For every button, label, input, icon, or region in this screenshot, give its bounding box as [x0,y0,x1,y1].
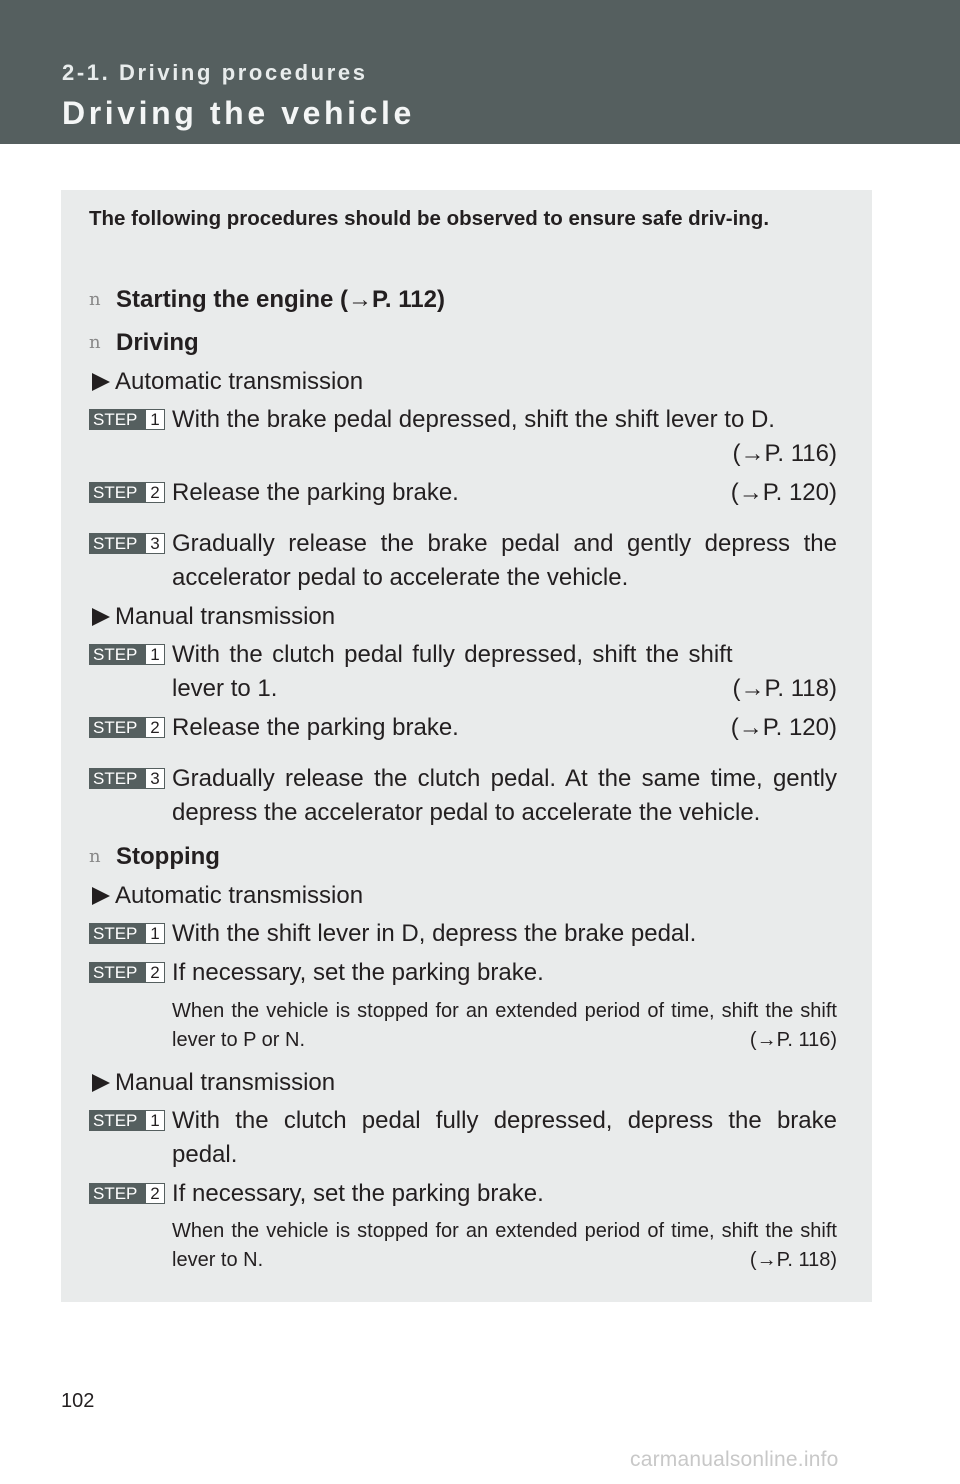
step-badge-label: STEP [89,962,145,983]
section-starting-label: Starting the engine (→P. 112) [116,286,445,313]
note-text: When the vehicle is stopped for an extended period of time, shift the shift lever to N. [172,1220,837,1271]
step-text: Release the parking brake. [172,479,459,506]
step-text: If necessary, set the parking brake. [172,1180,544,1207]
subheading-label: Automatic transmission [115,368,364,395]
section-driving [89,328,199,358]
step-badge-label: STEP [89,1110,145,1131]
step-badge [89,533,165,554]
step-badge-number: 1 [145,1110,165,1131]
step-badge [89,923,165,944]
step-badge-label: STEP [89,923,145,944]
page-reference: (→P. 116) [732,440,837,467]
stopping-manual-note [172,1217,837,1275]
step-text: With the brake pedal depressed, shift the shift lever to D. [172,406,775,433]
step-text: With the clutch pedal fully depressed, depress the brake pedal. [172,1107,837,1168]
page-number: 102 [61,1390,95,1412]
driving-auto-step-1 [89,403,837,471]
step-badge [89,482,165,503]
intro-text: The following procedures should be observed to ensure safe driv-ing. [89,207,770,230]
step-badge-number: 2 [145,717,165,738]
stopping-manual-step-1 [89,1104,837,1172]
driving-manual-step-2 [89,711,837,745]
bullet-icon: n [89,289,101,310]
triangle-arrow-icon [92,373,110,391]
page-reference: (→P. 120) [730,479,837,506]
subheading-label: Manual transmission [115,603,336,630]
driving-manual-step-1 [89,638,837,706]
step-badge-label: STEP [89,409,145,430]
step-badge [89,962,165,983]
watermark: carmanualsonline.info [630,1448,839,1471]
note-text: When the vehicle is stopped for an extended period of time, shift the shift lever to P or N. [172,1000,837,1051]
step-badge-number: 2 [145,1183,165,1204]
section-driving-label: Driving [116,329,199,356]
step-badge-label: STEP [89,717,145,738]
triangle-arrow-icon [92,1074,110,1092]
step-text: Gradually release the brake pedal and gently depress the accelerator pedal to accelerate the vehicle. [172,530,837,591]
stopping-auto-step-2 [89,956,837,990]
step-badge [89,717,165,738]
stopping-automatic-heading [92,881,363,911]
section-stopping [89,842,220,872]
stopping-auto-step-1 [89,917,837,951]
step-badge [89,768,165,789]
bullet-icon: n [89,846,101,867]
driving-auto-step-2 [89,476,837,510]
step-badge [89,1110,165,1131]
step-badge [89,1183,165,1204]
stopping-manual-step-2 [89,1177,837,1211]
driving-manual-heading [92,602,335,632]
step-text: Release the parking brake. [172,714,459,741]
step-badge [89,644,165,665]
chapter-header [0,0,960,144]
step-badge-number: 1 [145,409,165,430]
step-badge-label: STEP [89,482,145,503]
step-badge-number: 1 [145,923,165,944]
step-text: If necessary, set the parking brake. [172,959,544,986]
step-badge [89,409,165,430]
step-badge-number: 2 [145,962,165,983]
step-badge-number: 1 [145,644,165,665]
driving-auto-step-3 [89,527,837,595]
page-reference: (→P. 120) [730,714,837,741]
stopping-auto-note [172,997,837,1055]
page-reference: (→P. 118) [732,675,837,702]
bullet-icon: n [89,332,101,353]
section-starting [89,285,445,315]
step-text: With the clutch pedal fully depressed, shift the shift lever to 1. [172,641,733,702]
step-badge-label: STEP [89,533,145,554]
step-badge-label: STEP [89,768,145,789]
step-badge-number: 3 [145,768,165,789]
step-badge-number: 3 [145,533,165,554]
stopping-manual-heading [92,1068,335,1098]
page-reference: (→P. 116) [749,1029,837,1051]
subheading-label: Manual transmission [115,1069,336,1096]
subheading-label: Automatic transmission [115,882,364,909]
driving-manual-step-3 [89,762,837,830]
page-reference: (→P. 118) [749,1249,837,1271]
section-label: 2-1. Driving procedures [62,60,368,85]
step-badge-label: STEP [89,644,145,665]
triangle-arrow-icon [92,608,110,626]
step-text: Gradually release the clutch pedal. At the same time, gently depress the accelerator pedal to accelerate the vehicle. [172,765,837,826]
step-text: With the shift lever in D, depress the brake pedal. [172,920,697,947]
step-badge-number: 2 [145,482,165,503]
page-title: Driving the vehicle [62,95,415,131]
driving-automatic-heading [92,367,363,397]
section-stopping-label: Stopping [116,843,220,870]
triangle-arrow-icon [92,887,110,905]
step-badge-label: STEP [89,1183,145,1204]
